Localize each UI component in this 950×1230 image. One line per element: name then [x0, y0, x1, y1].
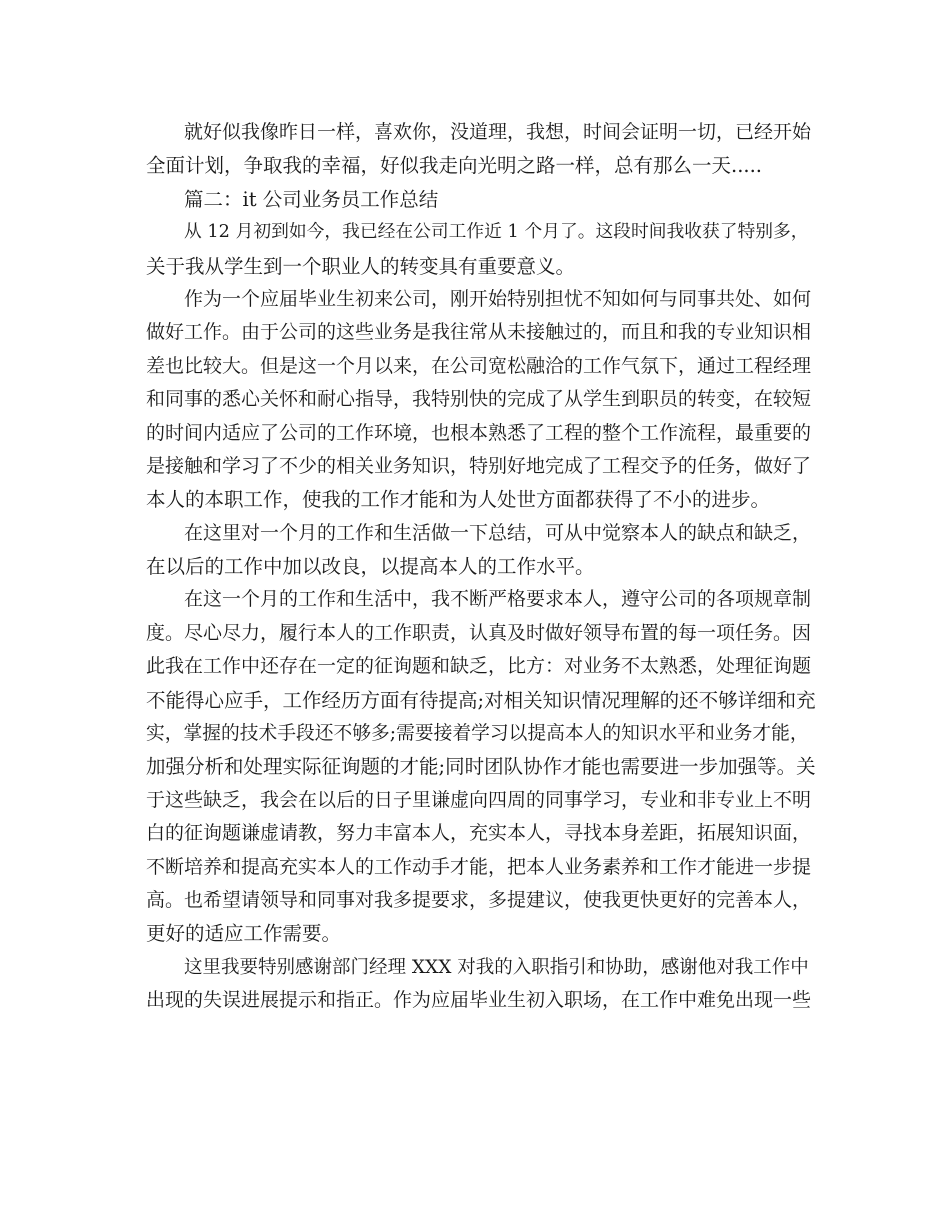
text-line: 更好的适应工作需要。	[146, 922, 342, 946]
text-line: 全面计划，争取我的幸福，好似我走向光明之路一样，总有那么一天.....	[146, 154, 762, 178]
text-line: 加强分析和处理实际征询题的才能;同时团队协作才能也需要进一步加强等。关	[146, 755, 816, 779]
text-line: 此我在工作中还存在一定的征询题和缺乏，比方：对业务不太熟悉，处理征询题	[146, 655, 812, 678]
document-body	[146, 116, 816, 1018]
text-line: 这里我要特别感谢部门经理 XXX 对我的入职指引和协助，感谢他对我工作中	[184, 956, 809, 978]
text-line: 的时间内适应了公司的工作环境，也根本熟悉了工程的整个工作流程，最重要的	[146, 421, 812, 444]
text-line: 度。尽心尽力，履行本人的工作职责，认真及时做好领导布置的每一项任务。因	[146, 621, 812, 644]
text-line: 高。也希望请领导和同事对我多提要求，多提建议，使我更快更好的完善本人，	[146, 888, 812, 911]
text-line: 就好似我像昨日一样，喜欢你，没道理，我想，时间会证明一切，已经开始	[184, 121, 812, 143]
text-line: 出现的失误进展提示和指正。作为应届毕业生初入职场，在工作中难免出现一些	[146, 989, 812, 1012]
text-line: 实，掌握的技术手段还不够多;需要接着学习以提高本人的知识水平和业务才能，	[146, 723, 809, 745]
text-line: 差也比较大。但是这一个月以来，在公司宽松融洽的工作气氛下，通过工程经理	[146, 354, 812, 377]
text-line: 篇二：it 公司业务员工作总结	[184, 187, 439, 211]
text-line: 做好工作。由于公司的这些业务是我往常从未接触过的，而且和我的专业知识相	[146, 321, 812, 344]
text-line: 和同事的悉心关怀和耐心指导，我特别快的完成了从学生到职员的转变，在较短	[146, 388, 812, 411]
text-line: 不断培养和提高充实本人的工作动手才能，把本人业务素养和工作才能进一步提	[146, 855, 812, 878]
text-line: 是接触和学习了不少的相关业务知识，特别好地完成了工程交予的任务，做好了	[146, 454, 812, 477]
text-line: 不能得心应手，工作经历方面有待提高;对相关知识情况理解的还不够详细和充	[146, 688, 816, 712]
text-line: 在以后的工作中加以改良，以提高本人的工作水平。	[146, 555, 595, 579]
text-line: 本人的本职工作，使我的工作才能和为人处世方面都获得了不小的进步。	[146, 488, 771, 512]
text-line: 于这些缺乏，我会在以后的日子里谦虚向四周的同事学习，专业和非专业上不明	[146, 788, 812, 811]
text-line: 从 12 月初到如今，我已经在公司工作近 1 个月了。这段时间我收获了特别多，	[184, 222, 809, 243]
text-line: 作为一个应届毕业生初来公司，刚开始特别担忧不知如何与同事共处、如何	[184, 287, 812, 310]
text-line: 关于我从学生到一个职业人的转变具有重要意义。	[146, 254, 576, 278]
text-line: 白的征询题谦虚请教，努力丰富本人，充实本人，寻找本身差距，拓展知识面，	[146, 822, 812, 845]
text-line: 在这一个月的工作和生活中，我不断严格要求本人，遵守公司的各项规章制	[184, 588, 812, 611]
text-line: 在这里对一个月的工作和生活做一下总结，可从中觉察本人的缺点和缺乏，	[184, 521, 812, 544]
